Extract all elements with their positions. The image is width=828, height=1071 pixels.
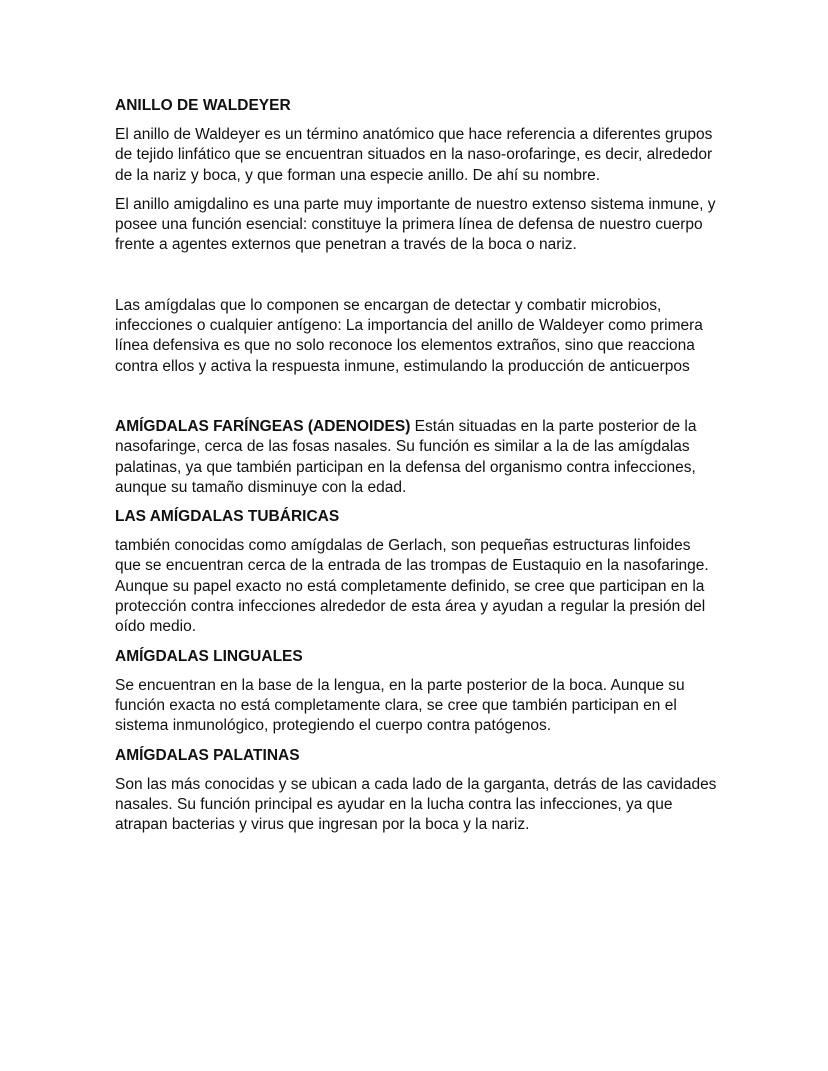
document-title: ANILLO DE WALDEYER [115, 97, 291, 114]
faringeas-text: Están situadas en la parte posterior de la nasofaringe, cerca de las fosas nasales. Su función es similar a la de las amígdalas palatinas, ya que también participan en la defensa del organismo contra infecciones, aunque su tamaño disminuye con la edad. [115, 417, 697, 496]
linguales-text: Se encuentran en la base de la lengua, en la parte posterior de la boca. Aunque su función exacta no está completamente clara, se cree que también participan en el sistema inmunológico, protegiendo el cuerpo contra patógenos. [115, 676, 685, 735]
tubaricas-heading: LAS AMÍGDALAS TUBÁRICAS [115, 508, 340, 526]
tubaricas-text: también conocidas como amígdalas de Gerlach, son pequeñas estructuras linfoides que se encuentran cerca de la entrada de las trompas de Eustaquio en la nasofaringe. Aunque su papel exacto no está completamente definido, se cree que participan en la protección contra infecciones alrededor de esta área y ayudan a regular la presión del oído medio. [115, 537, 709, 636]
intro-paragraph: El anillo de Waldeyer es un término anatómico que hace referencia a diferentes grupos de tejido linfático que se encuentran situados en la naso-orofaringe, es decir, alrededor de la nariz y boca, y que forman una especie anillo. De ahí su nombre. [115, 126, 713, 184]
linguales-heading: AMÍGDALAS LINGUALES [115, 647, 303, 665]
palatinas-heading: AMÍGDALAS PALATINAS [115, 746, 300, 764]
immune-paragraph: El anillo amigdalino es una parte muy importante de nuestro extenso sistema inmune, y posee una función esencial: constituye la primera línea de defensa de nuestro cuerpo frente a agentes externos que penetran a través de la boca o nariz. [115, 195, 716, 254]
palatinas-text: Son las más conocidas y se ubican a cada lado de la garganta, detrás de las cavidades nasales. Su función principal es ayudar en la lucha contra las infecciones, ya que atrapan bacterias y virus que ingresan por la boca y la nariz. [115, 775, 717, 834]
faringeas-heading: AMÍGDALAS FARÍNGEAS (ADENOIDES) [115, 417, 411, 435]
document-page [115, 96, 720, 835]
faringeas-section [115, 417, 720, 498]
function-paragraph: Las amígdalas que lo componen se encargan de detectar y combatir microbios, infecciones o cualquier antígeno: La importancia del anillo de Waldeyer como primera línea defensiva es que no solo reconoce los elementos extraños, sino que reacciona contra ellos y activa la respuesta inmune, estimulando la producción de anticuerpos [115, 296, 703, 375]
